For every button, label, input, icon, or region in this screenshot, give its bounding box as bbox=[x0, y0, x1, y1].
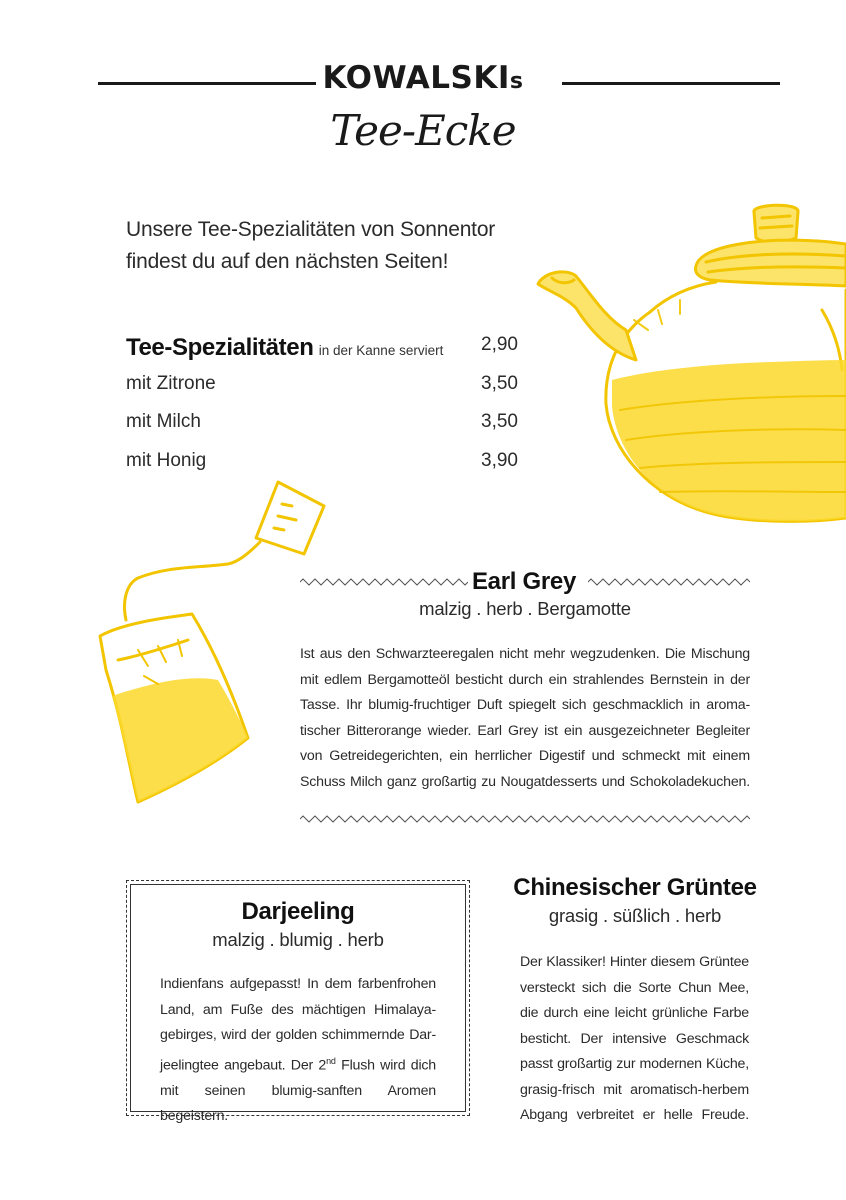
darjeeling-description bbox=[160, 972, 436, 1130]
gruentee-description bbox=[520, 950, 749, 1129]
brand-subtitle: Tee-Ecke bbox=[330, 106, 516, 155]
text-line: Schuss Milch ganz großartig zu Nougatdesserts und Schokoladekuchen. bbox=[300, 773, 750, 790]
gruentee-subtitle: grasig . süßlich . herb bbox=[548, 905, 722, 926]
darjeeling-title: Darjeeling bbox=[241, 898, 355, 925]
price-item-label: Tee-Spezialitäten bbox=[126, 334, 314, 361]
divider-zigzag-top-left bbox=[300, 578, 468, 586]
text-line: versteckt sich die Sorte Chun Mee, bbox=[520, 979, 749, 996]
teapot-illustration bbox=[530, 200, 846, 530]
intro-text bbox=[126, 214, 546, 278]
text-line: besticht. Der intensive Geschmack bbox=[520, 1030, 749, 1047]
earl-grey-subtitle: malzig . herb . Bergamotte bbox=[419, 598, 631, 619]
price-value: 3,90 bbox=[481, 449, 518, 471]
price-item-label: mit Honig bbox=[126, 449, 207, 471]
text-line: grasig-frisch mit aromatisch-herbem bbox=[520, 1081, 749, 1098]
earl-grey-title: Earl Grey bbox=[471, 568, 577, 595]
price-row bbox=[126, 448, 526, 487]
earl-grey-description bbox=[300, 642, 750, 795]
price-row bbox=[126, 332, 526, 371]
text-line: Indienfans aufgepasst! In dem farbenfrohen bbox=[160, 976, 436, 992]
price-row bbox=[126, 371, 526, 410]
text-line: Land, am Fuße des mächtigen Himalaya- bbox=[160, 1001, 436, 1018]
intro-line-1: Unsere Tee-Spezialitäten von Sonnentor bbox=[126, 218, 496, 241]
text-line: Tasse. Ihr blumig-fruchtiger Duft spiegelt sich geschmacklich in aroma- bbox=[300, 697, 750, 713]
text-line: die durch eine leicht grünliche Farbe bbox=[520, 1005, 749, 1021]
text-line: jeelingtee angebaut. Der 2nd Flush wird dich bbox=[160, 1055, 436, 1074]
price-value: 3,50 bbox=[481, 411, 518, 432]
text-line: Ist aus den Schwarzteeregalen nicht mehr wegzudenken. Die Mischung bbox=[300, 646, 750, 662]
darjeeling-subtitle: malzig . blumig . herb bbox=[212, 929, 384, 950]
intro-line-2: findest du auf den nächsten Seiten! bbox=[126, 250, 449, 273]
price-value: 3,50 bbox=[481, 372, 518, 394]
gruentee-title: Chinesischer Grüntee bbox=[513, 874, 757, 901]
price-list bbox=[126, 332, 526, 486]
divider-zigzag-bottom bbox=[300, 815, 750, 823]
text-line: von Getreidegerichten, ein herrlicher Digestif und schmeckt mit einem bbox=[300, 748, 750, 764]
price-item-label: mit Milch bbox=[126, 411, 201, 432]
price-item-note: in der Kanne serviert bbox=[318, 343, 444, 358]
text-line: mit seinen blumig-sanften Aromen begeistern. bbox=[160, 1082, 436, 1125]
text-line: Der Klassiker! Hinter diesem Grüntee bbox=[520, 954, 749, 970]
price-row bbox=[126, 409, 526, 448]
teabag-illustration bbox=[78, 470, 328, 810]
price-value: 2,90 bbox=[481, 334, 518, 355]
text-line: tischer Bitterorange wieder. Earl Grey ist ein ausgezeichneter Begleiter bbox=[300, 722, 750, 739]
price-item-label: mit Zitrone bbox=[126, 372, 216, 394]
text-line: passt großartig zur modernen Küche, bbox=[520, 1056, 749, 1072]
text-line: mit edlem Bergamotteöl besticht durch ein strahlendes Bernstein in der bbox=[300, 671, 750, 688]
brand-title: KOWALSKIs bbox=[322, 60, 524, 96]
text-line: Abgang verbreitet er helle Freude. bbox=[520, 1107, 749, 1123]
text-line: gebirges, wird der golden schimmernde Dar- bbox=[160, 1027, 436, 1043]
divider-zigzag-top-right bbox=[588, 578, 750, 586]
